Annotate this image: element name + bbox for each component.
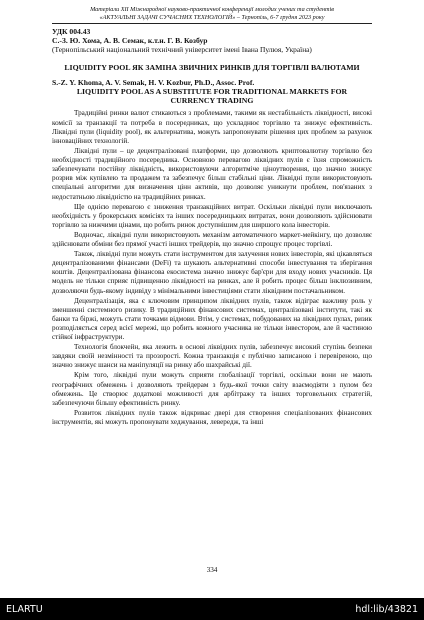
paragraph: Ліквідні пули – це децентралізовані платформи, що дозволяють криптовалютну торгівлю без необхідності традиційного посередника. Основною перевагою ліквідних пулів є їхня спроможність забезпечувати постійну ліквідність, використовуючи алгоритміче ціноутворення, що значно знижує розрив між купівлею та продажем та забезпечує більш стабільні ціни. Ліквідні пули використовують спеціальні алгоритми для визначення цінн активів, що дозволяє уникнути проблем, пов'язаних з недостатньою ліквідністю на традиційних ринках. (52, 146, 372, 201)
udk-code: УДК 004.43 (52, 27, 91, 37)
paragraph: Також, ліквідні пули можуть стати інструментом для залучення нових інвесторів, які цікавляться децентралізованими фінансами (DeFi) та шукають альтернативні способи інвестування та зберігання коштів. Децентралізована фінансова екосистема значно знижує бар'єри для входу нових учасників. Ця модель не тільки сприяє підвищенню ліквідності на ринках, але й робить процес більш інклюзивним, дозволяючи будь-якому індивіду з мінімальними інвестиціями стати ліквідним постачальником. (52, 249, 372, 295)
footer-handle: hdl:lib/43821 (355, 603, 418, 615)
footer-repository-name: ELARTU (6, 603, 43, 615)
paragraph: Традиційні ринки валют стикаються з проблемами, такими як нестабільність ліквідності, високі комісії за транзакції та потреба в посередниках, що ускладнює торгівлю та знижує ефективність. Ліквідні пули (liquidity pool), як альтернатива, можуть запропонувати рішення цих проблем за рахунок інноваційних технологій. (52, 109, 372, 145)
page-number: 334 (206, 566, 218, 574)
conference-line-2: «АКТУАЛЬНІ ЗАДАЧІ СУЧАСНИХ ТЕХНОЛОГІЙ» – Тернопіль, 6-7 грудня 2023 року (99, 13, 325, 21)
repository-footer (0, 598, 424, 620)
authors-en: S.-Z. Y. Khoma, A. V. Semak, H. V. Kozbur, Ph.D., Assoc. Prof. (52, 77, 255, 87)
running-header (52, 6, 372, 24)
article-body (52, 109, 372, 427)
authors-ua: С.-З. Ю. Хома, А. В. Семак, к.т.н. Г. В. Козбур (52, 36, 208, 46)
paragraph: Розвиток ліквідних пулів також відкриває двері для створення спеціалізованих фінансових інструментів, які можуть пропонувати хеджування, левередж, та інші (52, 408, 372, 426)
paragraph: Децентралізація, яка є ключовим принципом ліквідних пулів, також відіграє важливу роль у зменшенні системного ризику. В традиційних фінансових системах, централізовані інститути, такі як банки та біржі, можуть стати точками відмови. Втім, у системах, побудованих на ліквідних пулах, ризик розподіляється серед всієї мережі, що робить кожного учасника не тільки інвестором, але й частиною стійкої інфраструктури. (52, 296, 372, 342)
paragraph: Ще однією перевагою є зниження транзакційних витрат. Оскільки ліквідні пули виключають необхідність у брокерських комісіях та інших посередницьких витратах, вони дозволяють здійснювати торгівлю за нижчими цінами, що робить ринок доступнішим для ширшого кола інвесторів. (52, 202, 372, 229)
paragraph: Технологія блокчейн, яка лежить в основі ліквідних пулів, забезпечує високий ступінь безпеки завдяки своїй незмінності та прозорості. Кожна транзакція є публічно записаною і перевіреною, що значно знижує шанси на маніпуляції на ринку або шахрайські дії. (52, 343, 372, 370)
conference-line-1: Матеріали XII Міжнародної науково-практичної конференції молодих учених та студентів (90, 6, 334, 13)
paragraph: Крім того, ліквідні пули можуть сприяти глобалізації торгівлі, оскільки вони не мають географічних обмежень і дозволяють трейдерам з будь-якої точки світу взаємодіяти з пулом без обмежень. Це створює додаткові можливості для арбітражу та інших торговельних стратегій, забезпечуючи більшу ефективність ринку. (52, 371, 372, 407)
paragraph: Водночас, ліквідні пули використовують механізм автоматичного маркет-мейкінгу, що дозволяє здійснювати обміни без прямої участі інших трейдерів, що значно спрощує процес торгівлі. (52, 230, 372, 248)
affiliation: (Тернопільський національний технічний університет імені Івана Пулюя, Україна) (52, 45, 312, 55)
title-ua: LIQUIDITY POOL ЯК ЗАМІНА ЗВИЧНИХ РИНКІВ ДЛЯ ТОРГІВЛІ ВАЛЮТАМИ (64, 63, 360, 73)
title-en: LIQUIDITY POOL AS A SUBSTITUTE FOR TRADITIONAL MARKETS FOR CURRENCY TRADING (76, 86, 348, 105)
